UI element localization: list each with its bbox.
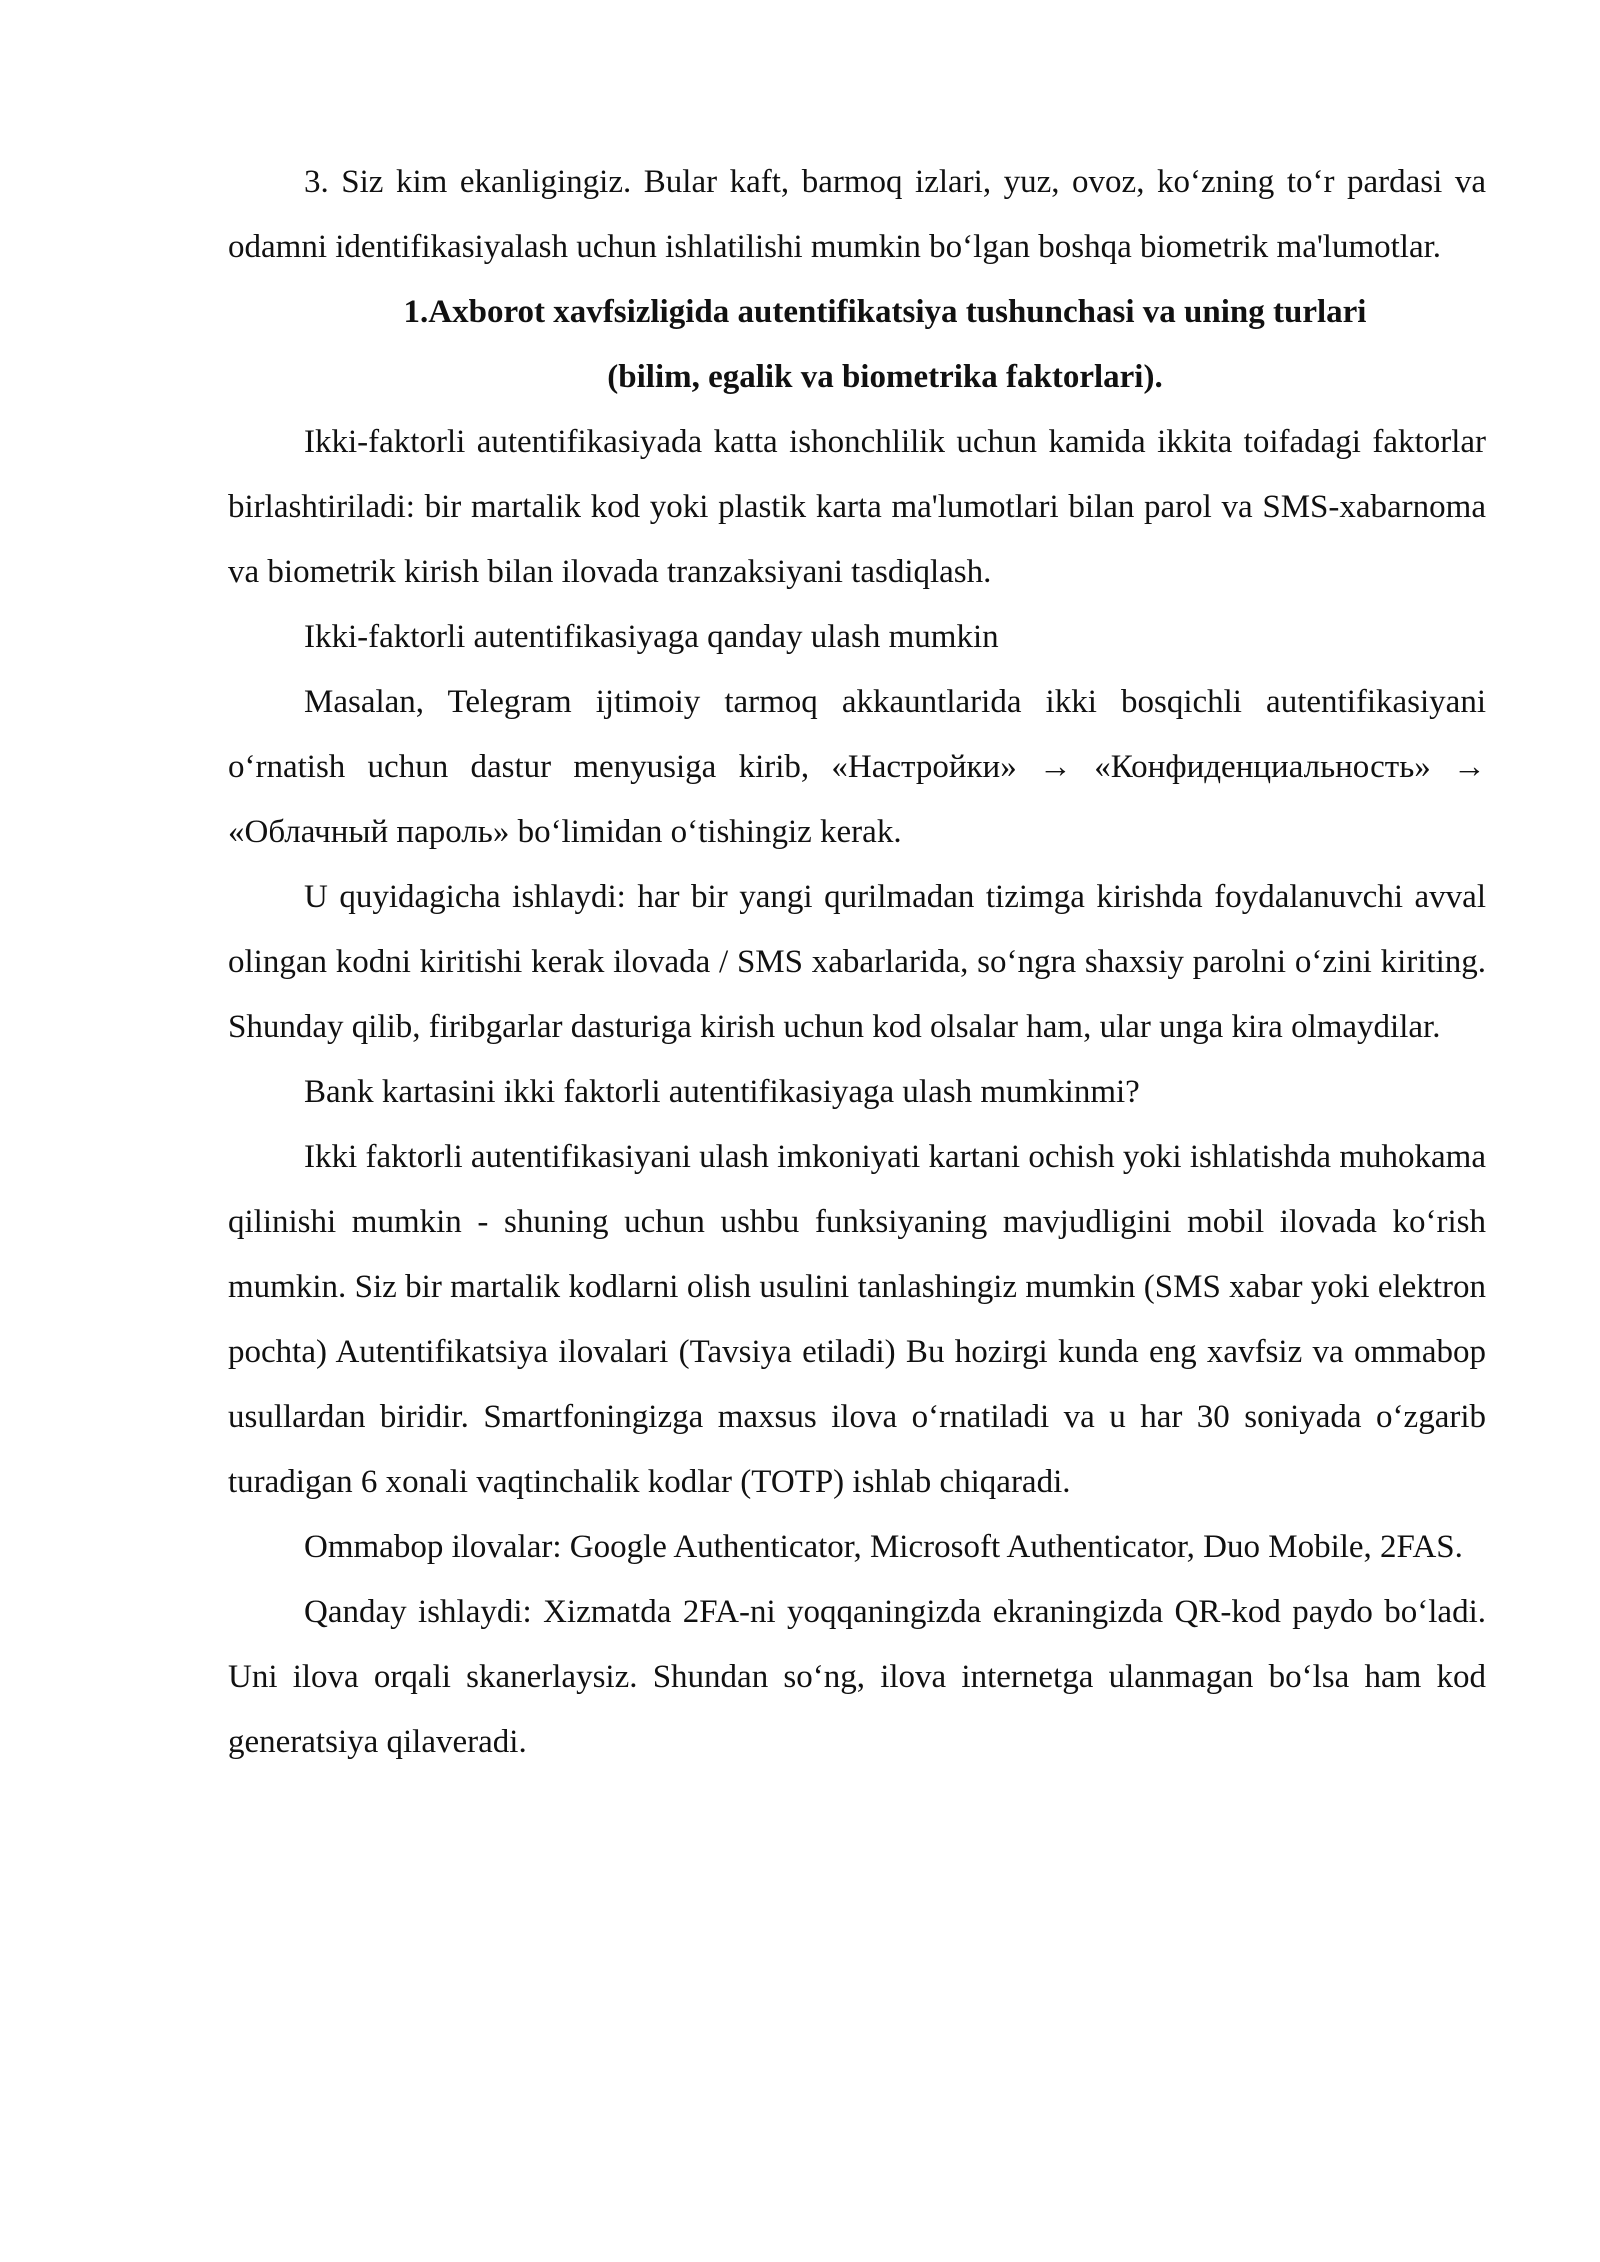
- paragraph-two-factor-intro: Ikki-faktorli autentifikasiyada katta ishonchlilik uchun kamida ikkita toifadagi faktorlar birlashtiriladi: bir martalik kod yoki plastik karta ma'lumotlari bilan parol va SMS-xabarnoma va biometrik kirish bilan ilovada tranzaksiyani tasdiqlash.: [228, 424, 1486, 590]
- section-heading: [228, 280, 1486, 410]
- paragraph-popular-apps: Ommabop ilovalar: Google Authenticator, Microsoft Authenticator, Duo Mobile, 2FAS.: [304, 1529, 1463, 1565]
- document-page: [228, 150, 1486, 1775]
- paragraph-how-it-works: U quyidagicha ishlaydi: har bir yangi qurilmadan tizimga kirishda foydalanuvchi avval olingan kodni kiritishi kerak ilovada / SMS xabarlarida, soʻngra shaxsiy parolni oʻzini kiriting. Shunday qilib, firibgarlar dasturiga kirish uchun kod olsalar ham, ular unga kira olmaydilar.: [228, 879, 1486, 1045]
- section-heading-line1: 1.Axborot xavfsizligida autentifikatsiya tushunchasi va uning turlari: [403, 294, 1367, 330]
- paragraph-how-to-connect: Ikki-faktorli autentifikasiyaga qanday ulash mumkin: [304, 619, 999, 655]
- paragraph-biometric: 3. Siz kim ekanligingiz. Bular kaft, barmoq izlari, yuz, ovoz, koʻzning toʻr pardasi va odamni identifikasiyalash uchun ishlatilishi mumkin boʻlgan boshqa biometrik ma'lumotlar.: [228, 164, 1486, 265]
- section-heading-line2: (bilim, egalik va biometrika faktorlari).: [607, 359, 1163, 395]
- paragraph-bank-card-question: Bank kartasini ikki faktorli autentifikasiyaga ulash mumkinmi?: [304, 1074, 1140, 1110]
- paragraph-telegram-example: Masalan, Telegram ijtimoiy tarmoq akkauntlarida ikki bosqichli autentifikasiyani oʻrnatish uchun dastur menyusiga kirib, «Настройки» → «Конфиденциальность» → «Облачный пароль» boʻlimidan oʻtishingiz kerak.: [228, 684, 1486, 850]
- paragraph-qr-code: Qanday ishlaydi: Xizmatda 2FA-ni yoqqaningizda ekraningizda QR-kod paydo boʻladi. Uni ilova orqali skanerlaysiz. Shundan soʻng, ilova internetga ulanmagan boʻlsa ham kod generatsiya qilaveradi.: [228, 1594, 1486, 1760]
- paragraph-bank-card-answer: Ikki faktorli autentifikasiyani ulash imkoniyati kartani ochish yoki ishlatishda muhokama qilinishi mumkin - shuning uchun ushbu funksiyaning mavjudligini mobil ilovada koʻrish mumkin. Siz bir martalik kodlarni olish usulini tanlashingiz mumkin (SMS xabar yoki elektron pochta) Autentifikatsiya ilovalari (Tavsiya etiladi) Bu hozirgi kunda eng xavfsiz va ommabop usullardan biridir. Smartfoningizga maxsus ilova oʻrnatiladi va u har 30 soniyada oʻzgarib turadigan 6 xonali vaqtinchalik kodlar (TOTP) ishlab chiqaradi.: [228, 1139, 1486, 1500]
